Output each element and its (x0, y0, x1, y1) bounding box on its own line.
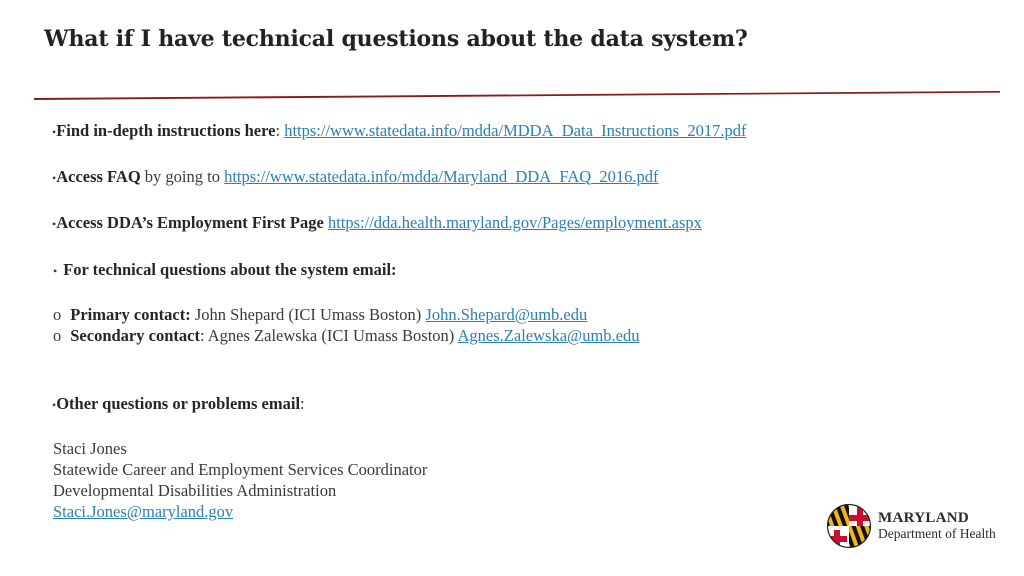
primary-contact-email[interactable]: John.Shepard@umb.edu (425, 305, 588, 324)
technical-label: For technical questions about the system email: (63, 260, 397, 279)
employment-label: Access DDA’s Employment First Page (56, 213, 324, 232)
maryland-flag-seal-icon (826, 503, 872, 549)
logo-line-1: MARYLAND (878, 510, 970, 526)
list-marker: o (53, 326, 62, 345)
contact-name: Staci Jones (53, 439, 127, 458)
contact-email-item (53, 502, 233, 522)
title-divider (34, 89, 1000, 100)
primary-contact-label: Primary contact: (70, 305, 191, 324)
contact-department: Developmental Disabilities Administration (53, 481, 337, 500)
other-questions-label: Other questions or problems email (56, 394, 301, 413)
employment-link[interactable]: https://dda.health.maryland.gov/Pages/employment.aspx (327, 213, 702, 232)
logo-line-2: Department of Health (878, 526, 996, 541)
contact-email-link[interactable]: Staci.Jones@maryland.gov (53, 502, 234, 521)
separator: : (300, 394, 305, 413)
secondary-contact-item (53, 326, 640, 346)
bullet: • (52, 217, 57, 231)
list-marker: o (53, 305, 62, 324)
primary-contact-text: John Shepard (ICI Umass Boston) (190, 305, 426, 324)
faq-text: by going to (140, 167, 225, 186)
instructions-item (52, 121, 746, 141)
faq-link[interactable]: https://www.statedata.info/mdda/Maryland_DDA_FAQ_2016.pdf (224, 167, 659, 186)
maryland-health-logo (826, 502, 1006, 550)
page-title: What if I have technical questions about the data system? (44, 26, 748, 52)
faq-item (52, 167, 659, 187)
employment-item (52, 213, 702, 233)
other-questions-item (52, 394, 305, 414)
technical-item (53, 260, 397, 280)
contact-role: Statewide Career and Employment Services Coordinator (53, 460, 428, 479)
primary-contact-item (53, 305, 587, 325)
bullet: • (52, 171, 57, 185)
bullet: • (52, 125, 57, 139)
separator: : (275, 121, 285, 140)
instructions-label: Find in-depth instructions here (56, 121, 276, 140)
faq-label: Access FAQ (56, 167, 141, 186)
instructions-link[interactable]: https://www.statedata.info/mdda/MDDA_Data_Instructions_2017.pdf (284, 121, 747, 140)
bullet: • (52, 398, 57, 412)
secondary-contact-label: Secondary contact (70, 326, 200, 345)
bullet: • (53, 264, 58, 278)
logo-text (878, 510, 996, 541)
secondary-contact-email[interactable]: Agnes.Zalewska@umb.edu (457, 326, 640, 345)
secondary-contact-text: : Agnes Zalewska (ICI Umass Boston) (199, 326, 458, 345)
